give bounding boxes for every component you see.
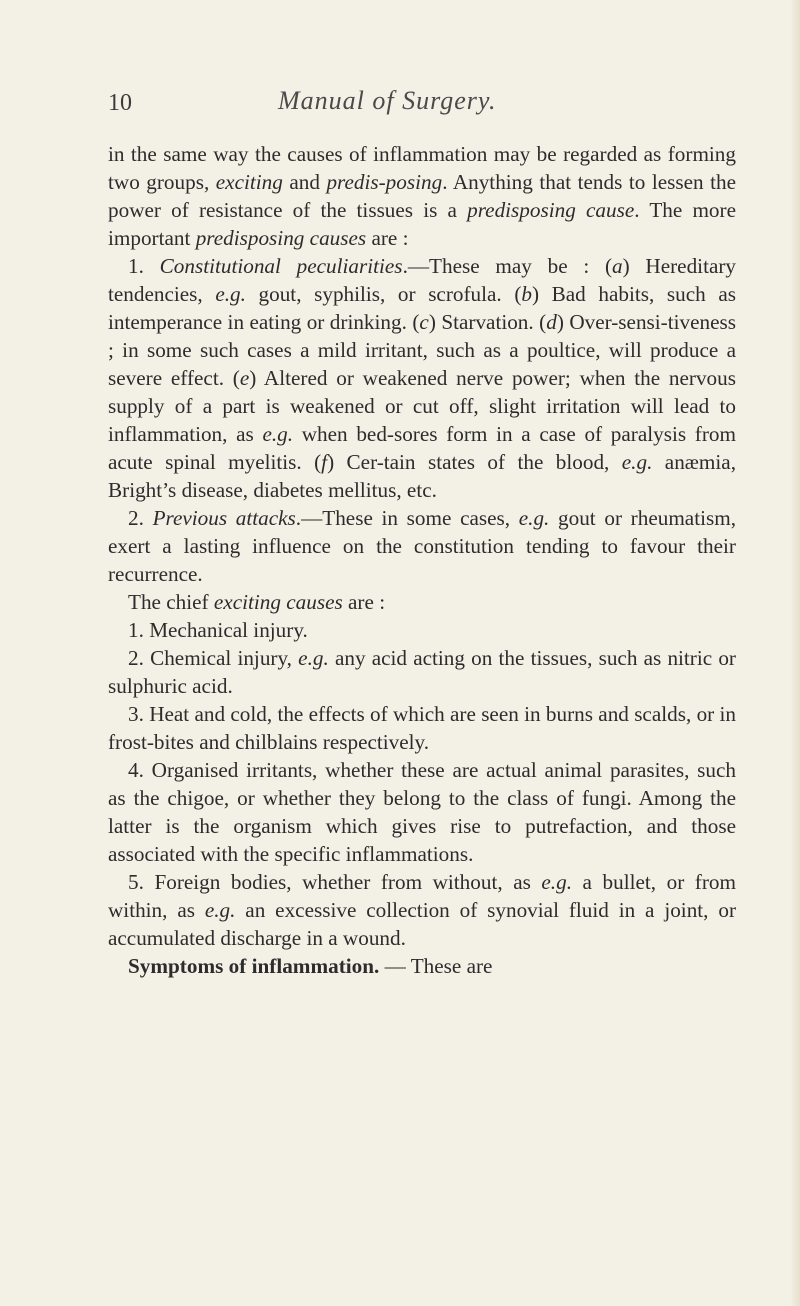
paragraph-previous-attacks: 2. Previous attacks.—These in some cases, e.g. gout or rheumatism, exert a lasting influence on the constitution tending to favour their recurrence. <box>108 506 736 586</box>
italic-run: d <box>546 310 557 334</box>
italic-run: e.g. <box>215 282 246 306</box>
paragraph-exciting-heading: The chief exciting causes are : <box>128 590 386 614</box>
italic-run: f <box>321 450 328 474</box>
list-item-heat-cold: 3. Heat and cold, the effects of which are seen in burns and scalds, or in frost-bites and chilblains respectively. <box>108 702 736 754</box>
italic-run: predis-posing <box>326 170 443 194</box>
italic-run: e.g. <box>298 646 329 670</box>
body-text <box>108 140 736 980</box>
italic-run: Previous attacks <box>152 506 296 530</box>
italic-run: e.g. <box>204 898 236 922</box>
italic-run: exciting <box>215 170 283 194</box>
italic-run: predisposing cause <box>467 198 635 222</box>
italic-run: predisposing causes <box>195 226 367 250</box>
italic-run: c <box>419 310 429 334</box>
italic-run: e.g. <box>262 422 294 446</box>
list-item-foreign-bodies: 5. Foreign bodies, whether from without, as e.g. a bullet, or from within, as e.g. an excessive collection of synovial fluid in a joint, or accumulated discharge in a wound. <box>108 870 736 950</box>
paragraph-constitutional: 1. Constitutional peculiarities.—These may be : (a) Hereditary tendencies, e.g. gout, syphilis, or scrofula. (b) Bad habits, such as intemperance in eating or drinking. (c) Starvation. (d) Over-sensi-tiveness ; in some such cases a mild irritant, such as a poultice, will produce a severe effect. (e) Altered or weakened nerve power; when the nervous supply of a part is weakened or cut off, slight irritation will lead to inflammation, as e.g. when bed-sores form in a case of paralysis from acute spinal myelitis. (f) Cer-tain states of the blood, e.g. anæmia, Bright’s disease, diabetes mellitus, etc. <box>108 254 737 502</box>
list-item-mechanical: 1. Mechanical injury. <box>128 618 308 642</box>
paragraph-symptoms: Symptoms of inflammation. — These are <box>128 954 493 978</box>
italic-run: e.g. <box>621 450 653 474</box>
italic-run: Constitutional peculiarities <box>159 254 403 278</box>
list-item-chemical: 2. Chemical injury, e.g. any acid acting on the tissues, such as nitric or sulphuric acid. <box>108 646 736 698</box>
italic-run: e.g. <box>541 870 572 894</box>
running-head: Manual of Surgery. <box>278 86 497 115</box>
list-item-organised-irritants: 4. Organised irritants, whether these are actual animal parasites, such as the chigoe, or whether they belong to the class of fungi. Among the latter is the organism which gives rise to putrefaction, and those associated with the specific inflammations. <box>108 758 736 866</box>
page-header <box>108 86 720 120</box>
bold-run: Symptoms of inflammation. <box>128 954 380 978</box>
italic-run: a <box>612 254 623 278</box>
italic-run: exciting causes <box>213 590 343 614</box>
italic-run: b <box>521 282 532 306</box>
page-number: 10 <box>108 90 132 116</box>
page-edge-shadow <box>790 0 800 1306</box>
paragraph-intro: in the same way the causes of inflammation may be regarded as forming two groups, exciting and predis-posing. Anything that tends to lessen the power of resistance of the tissues is a predisposing cause. The more important predisposing causes are : <box>108 142 737 250</box>
italic-run: e <box>239 366 250 390</box>
italic-run: e.g. <box>518 506 550 530</box>
